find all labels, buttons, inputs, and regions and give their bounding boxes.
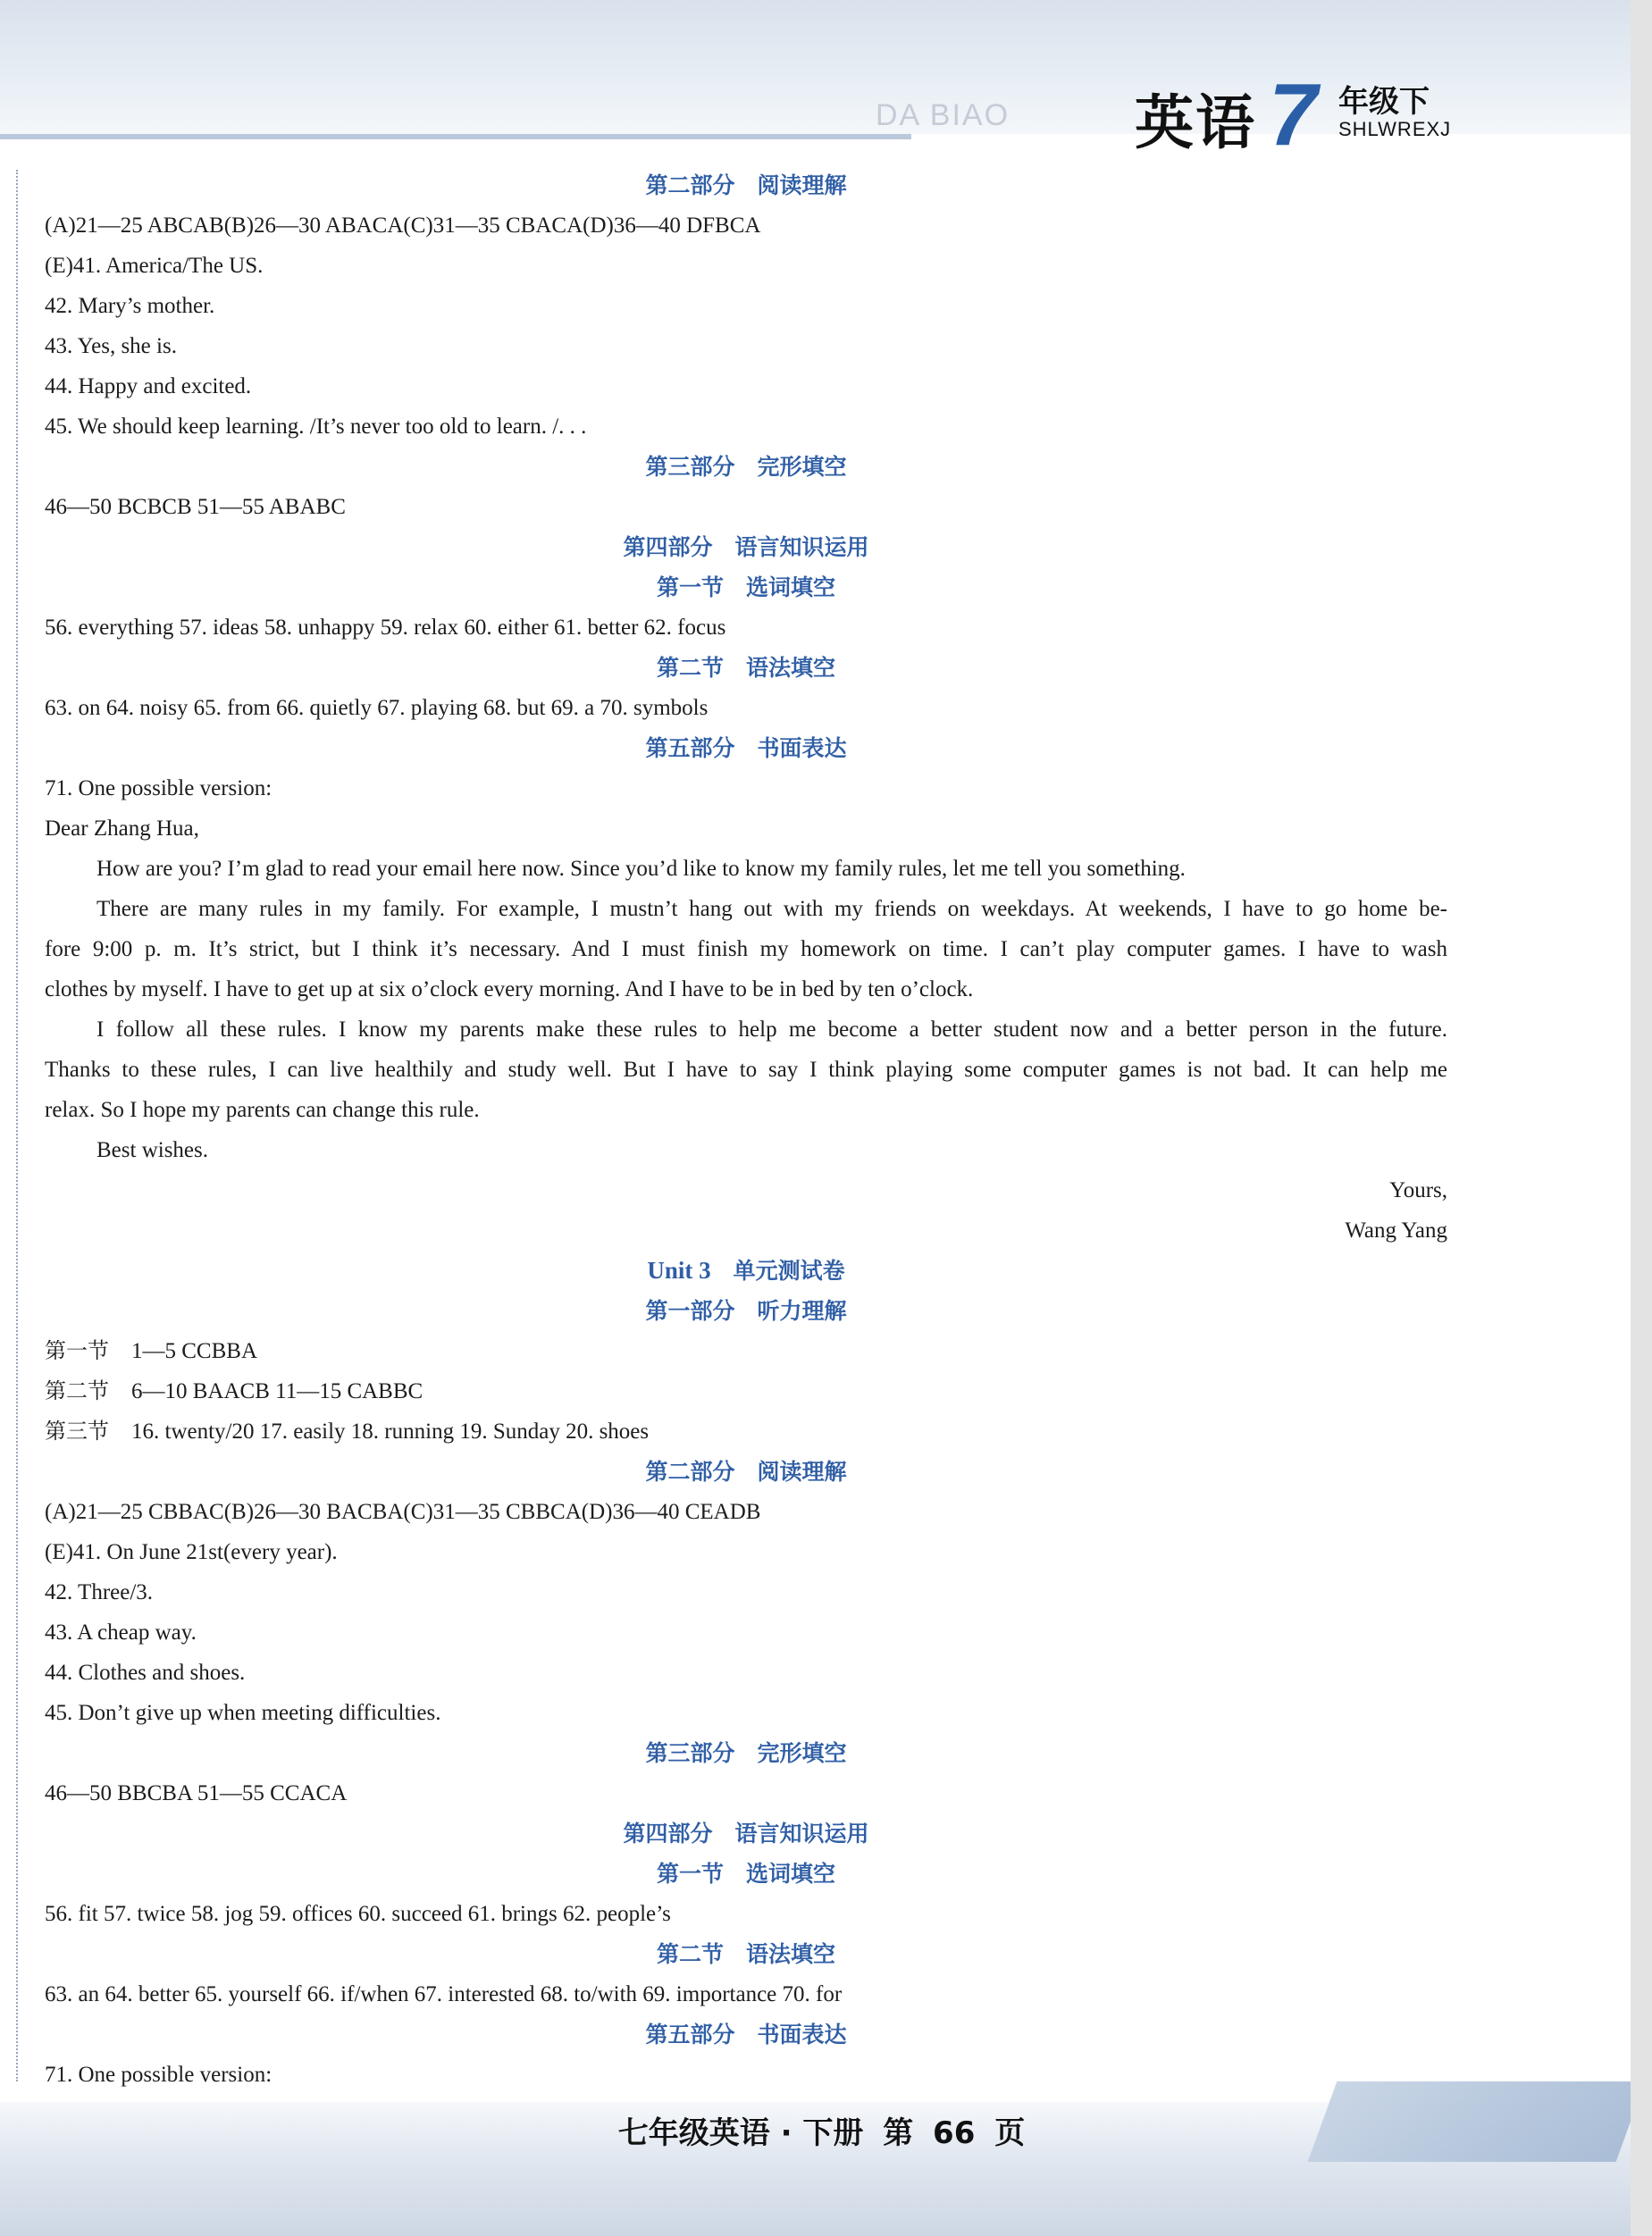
essay-line: Thanks to these rules, I can live healthily and study well. But I have to say I think playing some computer games is not bad. It can help me	[45, 1058, 1447, 1082]
answer-line: 56. everything 57. ideas 58. unhappy 59. relax 60. either 61. better 62. focus	[45, 616, 726, 640]
section-heading: 第三部分 完形填空	[645, 1740, 847, 1766]
header-band	[0, 134, 911, 139]
footer-page-prefix: 第	[883, 2115, 914, 2151]
section-answers: 1—5 CCBBA	[109, 1339, 258, 1363]
essay-signature: Yours,	[1389, 1178, 1447, 1202]
section-heading: 第三部分 完形填空	[645, 454, 847, 480]
answer-line: 45. We should keep learning. /It’s never too old to learn. /. . .	[45, 415, 587, 439]
logo-grade-number: 7	[1269, 65, 1318, 163]
answer-line: 46—50 BCBCB 51—55 ABABC	[45, 495, 346, 519]
section-heading: 第二节 语法填空	[656, 655, 835, 681]
essay-signature: Wang Yang	[1345, 1218, 1447, 1243]
answer-line: (A)21—25 CBBAC(B)26—30 BACBA(C)31—35 CBBCA(D)36—40 CEADB	[45, 1500, 761, 1524]
answer-line: (E)41. America/The US.	[45, 254, 264, 278]
faded-header-text: DA BIAO	[876, 98, 1010, 132]
essay-paragraph-line: I follow all these rules. I know my parents make these rules to help me become a better student now and a better person in the future.	[96, 1018, 1447, 1042]
answer-line: 42. Three/3.	[45, 1580, 154, 1604]
page-footer	[0, 2106, 1652, 2160]
answer-key-content	[45, 165, 1447, 2095]
section-label: 第三节	[45, 1419, 109, 1444]
section-heading: 第一部分 听力理解	[645, 1298, 847, 1324]
answer-line: 63. an 64. better 65. yourself 66. if/when 67. interested 68. to/with 69. importance 70. for	[45, 1982, 843, 2006]
listening-section-line	[45, 1411, 1447, 1452]
section-heading: 第四部分 语言知识运用	[623, 534, 869, 560]
answer-line: 71. One possible version:	[45, 776, 273, 800]
footer-page-suffix: 页	[994, 2115, 1026, 2151]
section-heading: 第一节 选词填空	[656, 1861, 835, 1887]
answer-line: 43. Yes, she is.	[45, 334, 177, 358]
logo-grade-label: 年级下	[1338, 84, 1430, 120]
section-heading: 第五部分 书面表达	[645, 2022, 847, 2048]
answer-line: 42. Mary’s mother.	[45, 294, 215, 318]
essay-paragraph-line: How are you? I’m glad to read your email here now. Since you’d like to know my family rules, let me tell you something.	[96, 857, 1186, 881]
margin-dotted-rule	[16, 170, 18, 2081]
answer-line: (E)41. On June 21st(every year).	[45, 1540, 338, 1564]
section-heading: 第二部分 阅读理解	[645, 1459, 847, 1485]
scan-right-edge	[1631, 0, 1652, 2236]
answer-line: 56. fit 57. twice 58. jog 59. offices 60. succeed 61. brings 62. people’s	[45, 1902, 671, 1926]
unit-title: 单元测试卷	[710, 1258, 845, 1284]
footer-book-title: 七年级英语 · 下册	[617, 2115, 864, 2151]
section-heading: 第五部分 书面表达	[645, 735, 847, 761]
answer-line: 43. A cheap way.	[45, 1620, 197, 1645]
essay-paragraph-line: There are many rules in my family. For example, I mustn’t hang out with my friends on weekdays. At weekends, I have to go home be-	[96, 897, 1447, 921]
answer-line: 44. Happy and excited.	[45, 374, 252, 398]
section-heading: 第二节 语法填空	[656, 1941, 835, 1967]
answer-line: relax. So I hope my parents can change this rule.	[45, 1098, 480, 1122]
answer-line: 71. One possible version:	[45, 2063, 273, 2087]
section-heading: 第一节 选词填空	[656, 574, 835, 600]
footer-page-number: 66	[933, 2115, 976, 2151]
answer-line: 44. Clothes and shoes.	[45, 1661, 246, 1685]
section-heading: 第二部分 阅读理解	[645, 172, 847, 198]
section-answers: 6—10 BAACB 11—15 CABBC	[109, 1379, 423, 1403]
answer-line: 45. Don’t give up when meeting difficulties.	[45, 1701, 441, 1725]
section-heading: 第四部分 语言知识运用	[623, 1821, 869, 1847]
logo-code: SHLWREXJ	[1338, 118, 1452, 140]
unit-label: Unit 3	[647, 1257, 711, 1284]
unit-heading	[45, 1251, 1447, 1291]
answer-line: (A)21—25 ABCAB(B)26—30 ABACA(C)31—35 CBACA(D)36—40 DFBCA	[45, 214, 761, 238]
answer-line: 46—50 BBCBA 51—55 CCACA	[45, 1781, 348, 1805]
essay-line: fore 9:00 p. m. It’s strict, but I think it’s necessary. And I must finish my homework on time. I can’t play computer games. I have to wash	[45, 937, 1447, 961]
essay-paragraph-line: Best wishes.	[96, 1138, 208, 1162]
section-answers: 16. twenty/20 17. easily 18. running 19. Sunday 20. shoes	[109, 1419, 650, 1444]
answer-line: 63. on 64. noisy 65. from 66. quietly 67. playing 68. but 69. a 70. symbols	[45, 696, 709, 720]
section-label: 第二节	[45, 1378, 109, 1403]
answer-line: clothes by myself. I have to get up at six o’clock every morning. And I have to be in bed by ten o’clock.	[45, 977, 974, 1001]
listening-section-line	[45, 1331, 1447, 1371]
listening-section-line	[45, 1371, 1447, 1411]
subject-logo	[1135, 65, 1474, 163]
section-label: 第一节	[45, 1338, 109, 1363]
answer-line: Dear Zhang Hua,	[45, 817, 199, 841]
logo-title: 英语	[1135, 88, 1256, 157]
